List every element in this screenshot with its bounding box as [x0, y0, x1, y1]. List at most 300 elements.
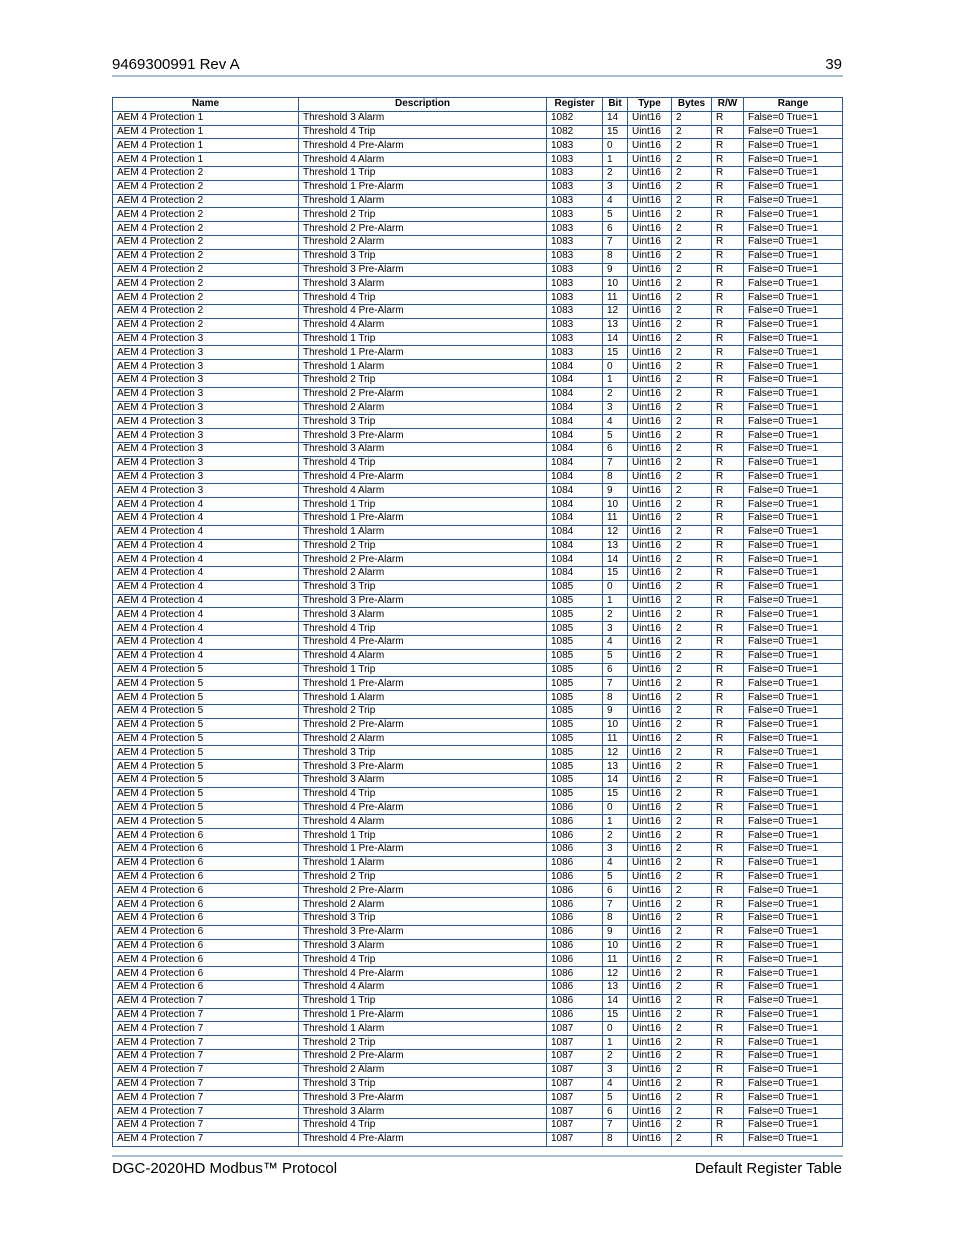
cell-type: Uint16	[628, 1077, 672, 1091]
cell-range: False=0 True=1	[744, 981, 843, 995]
cell-description: Threshold 2 Alarm	[299, 235, 547, 249]
cell-bytes: 2	[672, 705, 712, 719]
cell-description: Threshold 2 Alarm	[299, 1063, 547, 1077]
cell-rw: R	[712, 1118, 744, 1132]
cell-description: Threshold 3 Alarm	[299, 939, 547, 953]
cell-bit: 3	[603, 843, 628, 857]
cell-name: AEM 4 Protection 4	[113, 649, 299, 663]
cell-name: AEM 4 Protection 5	[113, 760, 299, 774]
cell-name: AEM 4 Protection 5	[113, 732, 299, 746]
cell-range: False=0 True=1	[744, 456, 843, 470]
cell-bytes: 2	[672, 429, 712, 443]
table-row	[113, 208, 843, 222]
cell-type: Uint16	[628, 111, 672, 125]
cell-type: Uint16	[628, 705, 672, 719]
cell-bit: 6	[603, 663, 628, 677]
cell-name: AEM 4 Protection 5	[113, 787, 299, 801]
cell-name: AEM 4 Protection 2	[113, 304, 299, 318]
cell-description: Threshold 1 Alarm	[299, 691, 547, 705]
table-row	[113, 332, 843, 346]
cell-register: 1083	[547, 180, 603, 194]
cell-name: AEM 4 Protection 7	[113, 1022, 299, 1036]
cell-description: Threshold 4 Pre-Alarm	[299, 1132, 547, 1146]
cell-type: Uint16	[628, 1091, 672, 1105]
cell-range: False=0 True=1	[744, 235, 843, 249]
table-row	[113, 1063, 843, 1077]
cell-name: AEM 4 Protection 6	[113, 912, 299, 926]
cell-range: False=0 True=1	[744, 1022, 843, 1036]
cell-name: AEM 4 Protection 1	[113, 125, 299, 139]
cell-range: False=0 True=1	[744, 774, 843, 788]
cell-rw: R	[712, 884, 744, 898]
cell-description: Threshold 1 Trip	[299, 994, 547, 1008]
cell-range: False=0 True=1	[744, 249, 843, 263]
cell-rw: R	[712, 387, 744, 401]
cell-bytes: 2	[672, 387, 712, 401]
cell-rw: R	[712, 760, 744, 774]
cell-range: False=0 True=1	[744, 1008, 843, 1022]
cell-range: False=0 True=1	[744, 939, 843, 953]
cell-type: Uint16	[628, 718, 672, 732]
cell-name: AEM 4 Protection 4	[113, 622, 299, 636]
cell-type: Uint16	[628, 332, 672, 346]
cell-bit: 0	[603, 801, 628, 815]
cell-register: 1086	[547, 870, 603, 884]
cell-bit: 2	[603, 166, 628, 180]
cell-rw: R	[712, 429, 744, 443]
cell-rw: R	[712, 166, 744, 180]
cell-bytes: 2	[672, 649, 712, 663]
table-row	[113, 884, 843, 898]
cell-description: Threshold 1 Alarm	[299, 194, 547, 208]
cell-bit: 3	[603, 401, 628, 415]
cell-rw: R	[712, 1022, 744, 1036]
cell-rw: R	[712, 153, 744, 167]
cell-description: Threshold 2 Trip	[299, 373, 547, 387]
table-row	[113, 705, 843, 719]
cell-rw: R	[712, 222, 744, 236]
cell-name: AEM 4 Protection 3	[113, 415, 299, 429]
cell-description: Threshold 1 Trip	[299, 166, 547, 180]
cell-rw: R	[712, 304, 744, 318]
table-row	[113, 636, 843, 650]
cell-register: 1084	[547, 429, 603, 443]
cell-register: 1084	[547, 456, 603, 470]
cell-name: AEM 4 Protection 5	[113, 663, 299, 677]
cell-bytes: 2	[672, 484, 712, 498]
cell-name: AEM 4 Protection 2	[113, 291, 299, 305]
table-row	[113, 235, 843, 249]
cell-bytes: 2	[672, 1091, 712, 1105]
cell-description: Threshold 3 Alarm	[299, 277, 547, 291]
cell-description: Threshold 2 Pre-Alarm	[299, 387, 547, 401]
cell-rw: R	[712, 373, 744, 387]
cell-description: Threshold 2 Pre-Alarm	[299, 884, 547, 898]
table-row	[113, 677, 843, 691]
cell-register: 1086	[547, 925, 603, 939]
cell-rw: R	[712, 1091, 744, 1105]
cell-bit: 11	[603, 732, 628, 746]
cell-type: Uint16	[628, 373, 672, 387]
cell-bytes: 2	[672, 994, 712, 1008]
cell-register: 1087	[547, 1132, 603, 1146]
table-row	[113, 263, 843, 277]
cell-type: Uint16	[628, 691, 672, 705]
table-row	[113, 139, 843, 153]
cell-type: Uint16	[628, 318, 672, 332]
cell-type: Uint16	[628, 787, 672, 801]
cell-register: 1086	[547, 884, 603, 898]
cell-type: Uint16	[628, 1105, 672, 1119]
cell-bit: 0	[603, 1022, 628, 1036]
cell-type: Uint16	[628, 953, 672, 967]
cell-type: Uint16	[628, 815, 672, 829]
cell-description: Threshold 4 Trip	[299, 1118, 547, 1132]
cell-rw: R	[712, 525, 744, 539]
cell-bytes: 2	[672, 498, 712, 512]
cell-register: 1085	[547, 636, 603, 650]
cell-bit: 7	[603, 677, 628, 691]
cell-register: 1084	[547, 415, 603, 429]
cell-name: AEM 4 Protection 6	[113, 967, 299, 981]
cell-bit: 0	[603, 580, 628, 594]
cell-range: False=0 True=1	[744, 373, 843, 387]
cell-bit: 15	[603, 1008, 628, 1022]
cell-bytes: 2	[672, 442, 712, 456]
cell-rw: R	[712, 870, 744, 884]
cell-range: False=0 True=1	[744, 387, 843, 401]
cell-register: 1086	[547, 1008, 603, 1022]
cell-bytes: 2	[672, 636, 712, 650]
cell-description: Threshold 4 Trip	[299, 622, 547, 636]
cell-type: Uint16	[628, 1036, 672, 1050]
cell-range: False=0 True=1	[744, 967, 843, 981]
cell-bit: 1	[603, 373, 628, 387]
cell-bytes: 2	[672, 291, 712, 305]
cell-type: Uint16	[628, 429, 672, 443]
cell-rw: R	[712, 663, 744, 677]
footer-section: Default Register Table	[694, 1160, 842, 1177]
cell-range: False=0 True=1	[744, 346, 843, 360]
cell-rw: R	[712, 1132, 744, 1146]
document-number: 9469300991 Rev A	[112, 56, 240, 73]
table-row	[113, 981, 843, 995]
cell-rw: R	[712, 1063, 744, 1077]
cell-range: False=0 True=1	[744, 732, 843, 746]
cell-rw: R	[712, 608, 744, 622]
page-number: 39	[825, 56, 842, 73]
table-row	[113, 774, 843, 788]
cell-name: AEM 4 Protection 2	[113, 277, 299, 291]
cell-rw: R	[712, 677, 744, 691]
cell-description: Threshold 4 Pre-Alarm	[299, 304, 547, 318]
cell-rw: R	[712, 346, 744, 360]
cell-description: Threshold 3 Trip	[299, 415, 547, 429]
cell-bit: 8	[603, 1132, 628, 1146]
cell-register: 1083	[547, 166, 603, 180]
cell-description: Threshold 1 Trip	[299, 332, 547, 346]
cell-register: 1087	[547, 1063, 603, 1077]
cell-register: 1085	[547, 622, 603, 636]
cell-bytes: 2	[672, 870, 712, 884]
cell-name: AEM 4 Protection 5	[113, 718, 299, 732]
cell-bit: 10	[603, 718, 628, 732]
cell-bit: 7	[603, 1118, 628, 1132]
cell-rw: R	[712, 194, 744, 208]
cell-register: 1082	[547, 125, 603, 139]
cell-description: Threshold 1 Pre-Alarm	[299, 346, 547, 360]
cell-type: Uint16	[628, 636, 672, 650]
cell-register: 1087	[547, 1049, 603, 1063]
cell-range: False=0 True=1	[744, 801, 843, 815]
cell-name: AEM 4 Protection 1	[113, 111, 299, 125]
cell-register: 1085	[547, 649, 603, 663]
cell-rw: R	[712, 801, 744, 815]
cell-rw: R	[712, 981, 744, 995]
cell-bytes: 2	[672, 111, 712, 125]
cell-rw: R	[712, 718, 744, 732]
cell-bit: 12	[603, 746, 628, 760]
table-row	[113, 925, 843, 939]
cell-bytes: 2	[672, 829, 712, 843]
page-header	[112, 56, 842, 76]
cell-bit: 11	[603, 511, 628, 525]
cell-register: 1087	[547, 1036, 603, 1050]
cell-name: AEM 4 Protection 3	[113, 484, 299, 498]
cell-type: Uint16	[628, 967, 672, 981]
table-row	[113, 870, 843, 884]
cell-type: Uint16	[628, 1008, 672, 1022]
table-row	[113, 760, 843, 774]
cell-register: 1084	[547, 470, 603, 484]
table-row	[113, 194, 843, 208]
cell-bytes: 2	[672, 553, 712, 567]
cell-name: AEM 4 Protection 7	[113, 1105, 299, 1119]
cell-bit: 15	[603, 125, 628, 139]
cell-range: False=0 True=1	[744, 608, 843, 622]
cell-description: Threshold 2 Pre-Alarm	[299, 718, 547, 732]
cell-description: Threshold 1 Alarm	[299, 525, 547, 539]
cell-description: Threshold 1 Alarm	[299, 1022, 547, 1036]
cell-bit: 3	[603, 1063, 628, 1077]
cell-name: AEM 4 Protection 2	[113, 194, 299, 208]
cell-type: Uint16	[628, 567, 672, 581]
cell-bit: 11	[603, 953, 628, 967]
cell-type: Uint16	[628, 304, 672, 318]
cell-description: Threshold 2 Pre-Alarm	[299, 1049, 547, 1063]
table-row	[113, 1077, 843, 1091]
cell-rw: R	[712, 691, 744, 705]
cell-bit: 6	[603, 442, 628, 456]
cell-name: AEM 4 Protection 5	[113, 705, 299, 719]
cell-range: False=0 True=1	[744, 1077, 843, 1091]
cell-bit: 6	[603, 884, 628, 898]
cell-name: AEM 4 Protection 7	[113, 1036, 299, 1050]
cell-bit: 1	[603, 153, 628, 167]
cell-range: False=0 True=1	[744, 153, 843, 167]
cell-rw: R	[712, 208, 744, 222]
table-row	[113, 401, 843, 415]
table-row	[113, 111, 843, 125]
cell-range: False=0 True=1	[744, 484, 843, 498]
cell-description: Threshold 3 Trip	[299, 1077, 547, 1091]
cell-bit: 13	[603, 760, 628, 774]
cell-rw: R	[712, 235, 744, 249]
cell-bit: 1	[603, 815, 628, 829]
cell-register: 1084	[547, 511, 603, 525]
cell-register: 1083	[547, 235, 603, 249]
table-row	[113, 732, 843, 746]
cell-type: Uint16	[628, 649, 672, 663]
cell-register: 1084	[547, 484, 603, 498]
cell-description: Threshold 2 Alarm	[299, 732, 547, 746]
cell-bytes: 2	[672, 166, 712, 180]
cell-range: False=0 True=1	[744, 332, 843, 346]
cell-range: False=0 True=1	[744, 663, 843, 677]
cell-description: Threshold 4 Pre-Alarm	[299, 470, 547, 484]
table-row	[113, 304, 843, 318]
table-row	[113, 746, 843, 760]
cell-type: Uint16	[628, 153, 672, 167]
cell-range: False=0 True=1	[744, 787, 843, 801]
cell-bit: 2	[603, 829, 628, 843]
cell-rw: R	[712, 111, 744, 125]
cell-register: 1084	[547, 553, 603, 567]
cell-bytes: 2	[672, 677, 712, 691]
cell-range: False=0 True=1	[744, 829, 843, 843]
cell-name: AEM 4 Protection 7	[113, 1063, 299, 1077]
cell-rw: R	[712, 442, 744, 456]
page-footer	[112, 1160, 842, 1180]
cell-rw: R	[712, 856, 744, 870]
table-row	[113, 1118, 843, 1132]
cell-register: 1086	[547, 829, 603, 843]
cell-bytes: 2	[672, 153, 712, 167]
cell-description: Threshold 4 Alarm	[299, 318, 547, 332]
cell-bit: 8	[603, 470, 628, 484]
cell-type: Uint16	[628, 732, 672, 746]
cell-bytes: 2	[672, 1063, 712, 1077]
cell-range: False=0 True=1	[744, 401, 843, 415]
cell-description: Threshold 3 Alarm	[299, 608, 547, 622]
cell-range: False=0 True=1	[744, 953, 843, 967]
cell-bytes: 2	[672, 691, 712, 705]
cell-bytes: 2	[672, 953, 712, 967]
table-row	[113, 580, 843, 594]
cell-range: False=0 True=1	[744, 1118, 843, 1132]
table-row	[113, 912, 843, 926]
table-row	[113, 222, 843, 236]
cell-bit: 15	[603, 787, 628, 801]
cell-register: 1083	[547, 153, 603, 167]
cell-range: False=0 True=1	[744, 194, 843, 208]
cell-rw: R	[712, 815, 744, 829]
cell-description: Threshold 1 Pre-Alarm	[299, 180, 547, 194]
cell-rw: R	[712, 829, 744, 843]
cell-rw: R	[712, 1008, 744, 1022]
cell-rw: R	[712, 415, 744, 429]
cell-bytes: 2	[672, 856, 712, 870]
cell-bytes: 2	[672, 470, 712, 484]
cell-bit: 9	[603, 484, 628, 498]
cell-register: 1087	[547, 1118, 603, 1132]
cell-range: False=0 True=1	[744, 718, 843, 732]
table-row	[113, 125, 843, 139]
cell-description: Threshold 3 Pre-Alarm	[299, 594, 547, 608]
cell-bytes: 2	[672, 594, 712, 608]
cell-rw: R	[712, 705, 744, 719]
table-row	[113, 387, 843, 401]
cell-rw: R	[712, 511, 744, 525]
cell-range: False=0 True=1	[744, 1063, 843, 1077]
cell-bytes: 2	[672, 318, 712, 332]
cell-range: False=0 True=1	[744, 677, 843, 691]
cell-register: 1085	[547, 746, 603, 760]
cell-description: Threshold 4 Pre-Alarm	[299, 967, 547, 981]
cell-description: Threshold 1 Pre-Alarm	[299, 843, 547, 857]
cell-range: False=0 True=1	[744, 415, 843, 429]
cell-bytes: 2	[672, 981, 712, 995]
cell-rw: R	[712, 291, 744, 305]
cell-rw: R	[712, 360, 744, 374]
table-row	[113, 608, 843, 622]
cell-name: AEM 4 Protection 3	[113, 429, 299, 443]
cell-register: 1084	[547, 442, 603, 456]
table-row	[113, 1105, 843, 1119]
column-header: Type	[628, 98, 672, 112]
cell-rw: R	[712, 732, 744, 746]
cell-name: AEM 4 Protection 5	[113, 774, 299, 788]
cell-bit: 9	[603, 263, 628, 277]
cell-rw: R	[712, 953, 744, 967]
cell-type: Uint16	[628, 291, 672, 305]
cell-name: AEM 4 Protection 7	[113, 1118, 299, 1132]
cell-bit: 15	[603, 346, 628, 360]
cell-bytes: 2	[672, 925, 712, 939]
cell-bytes: 2	[672, 580, 712, 594]
cell-name: AEM 4 Protection 1	[113, 153, 299, 167]
cell-type: Uint16	[628, 1132, 672, 1146]
cell-bytes: 2	[672, 1008, 712, 1022]
cell-bit: 13	[603, 318, 628, 332]
cell-name: AEM 4 Protection 7	[113, 1091, 299, 1105]
cell-type: Uint16	[628, 760, 672, 774]
cell-range: False=0 True=1	[744, 511, 843, 525]
cell-rw: R	[712, 553, 744, 567]
cell-name: AEM 4 Protection 6	[113, 953, 299, 967]
cell-description: Threshold 3 Alarm	[299, 442, 547, 456]
cell-bytes: 2	[672, 180, 712, 194]
table-row	[113, 539, 843, 553]
cell-range: False=0 True=1	[744, 304, 843, 318]
cell-type: Uint16	[628, 774, 672, 788]
cell-bytes: 2	[672, 663, 712, 677]
cell-name: AEM 4 Protection 7	[113, 1132, 299, 1146]
cell-rw: R	[712, 594, 744, 608]
cell-description: Threshold 4 Trip	[299, 787, 547, 801]
cell-name: AEM 4 Protection 6	[113, 884, 299, 898]
cell-register: 1083	[547, 318, 603, 332]
cell-bytes: 2	[672, 801, 712, 815]
cell-description: Threshold 2 Trip	[299, 1036, 547, 1050]
cell-rw: R	[712, 249, 744, 263]
table-row	[113, 1049, 843, 1063]
cell-bytes: 2	[672, 787, 712, 801]
cell-type: Uint16	[628, 277, 672, 291]
cell-type: Uint16	[628, 677, 672, 691]
cell-description: Threshold 2 Pre-Alarm	[299, 553, 547, 567]
cell-rw: R	[712, 125, 744, 139]
